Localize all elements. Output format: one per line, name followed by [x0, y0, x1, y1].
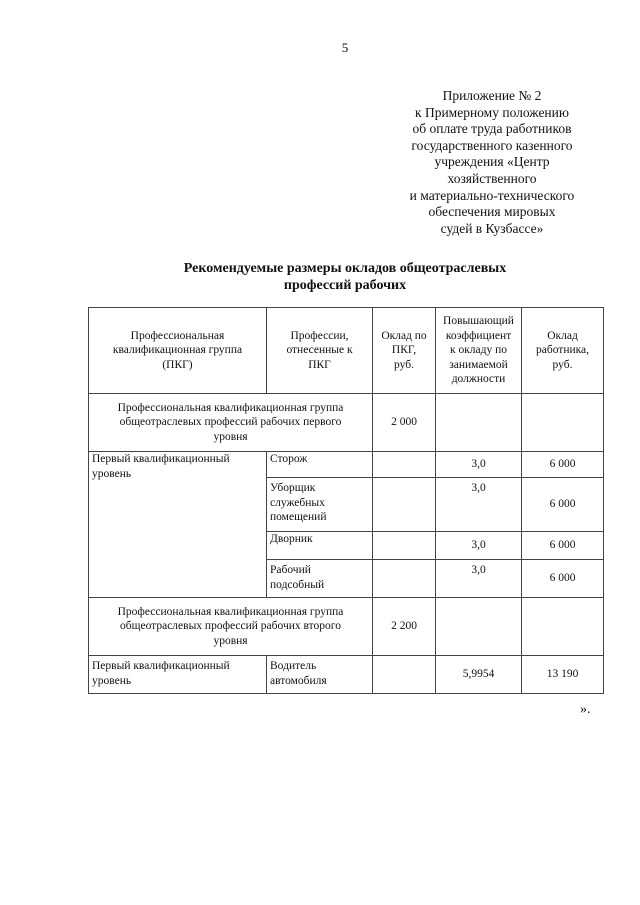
empty-cell [373, 532, 436, 560]
empty-cell [522, 394, 604, 452]
header-row [89, 308, 604, 394]
closing-quote: ». [580, 702, 591, 717]
group-name-text: уровня [213, 430, 248, 443]
profession-text: Рабочий [270, 564, 311, 576]
header-worker-salary [522, 308, 604, 394]
header-text: к окладу по [449, 344, 508, 357]
profession-cell [267, 478, 373, 532]
level-text: Первый квалификационный [92, 453, 230, 465]
group-row [89, 598, 604, 656]
header-text: занимаемой [449, 358, 508, 371]
title-line: Рекомендуемые размеры окладов общеотраслевых [183, 261, 507, 276]
group-salary-cell: 2 200 [373, 598, 436, 656]
profession-text: Уборщик [270, 482, 316, 494]
group-name-text: общеотраслевых профессий рабочих первого [119, 416, 342, 429]
empty-cell [436, 394, 522, 452]
group-row [89, 394, 604, 452]
appendix-header [392, 88, 592, 237]
coefficient-cell: 3,0 [436, 478, 522, 532]
empty-cell [522, 598, 604, 656]
appendix-line: к Примерному положению [415, 104, 569, 120]
profession-cell: Сторож [267, 452, 373, 478]
profession-text: подсобный [270, 578, 325, 591]
table-row [89, 656, 604, 694]
empty-cell [373, 560, 436, 598]
appendix-line: обеспечения мировых [428, 204, 556, 220]
profession-cell [267, 656, 373, 694]
worker-salary-cell: 6 000 [522, 478, 604, 532]
page-number: 5 [341, 40, 349, 55]
header-text: Профессии, [290, 329, 349, 342]
worker-salary-cell: 6 000 [522, 560, 604, 598]
header-text: коэффициент [445, 329, 512, 342]
header-text: Профессиональная [130, 329, 225, 342]
header-text: ПКГ, [391, 344, 417, 357]
appendix-line: и материально-технического [409, 187, 575, 203]
coefficient-cell: 3,0 [436, 560, 522, 598]
profession-text: Водитель [270, 660, 317, 672]
table-row [89, 452, 604, 478]
empty-cell [373, 452, 436, 478]
profession-cell: Дворник [267, 532, 373, 560]
level-cell [89, 656, 267, 694]
header-text: руб. [394, 358, 414, 371]
header-profession [267, 308, 373, 394]
appendix-line: Приложение № 2 [442, 88, 542, 103]
level-cell [89, 452, 267, 598]
document-title [150, 260, 540, 294]
appendix-line: судей в Кузбассе» [440, 220, 544, 236]
worker-salary-cell: 6 000 [522, 452, 604, 478]
header-text: ПКГ [308, 358, 331, 371]
group-salary-cell: 2 000 [373, 394, 436, 452]
level-text: уровень [92, 467, 132, 480]
empty-cell [373, 478, 436, 532]
group-name-text: Профессиональная квалификационная группа [117, 605, 344, 618]
header-text: Повышающий [443, 315, 514, 328]
level-text: уровень [92, 674, 132, 687]
header-text: руб. [552, 358, 573, 371]
coefficient-cell: 3,0 [436, 532, 522, 560]
appendix-line: хозяйственного [447, 170, 537, 186]
profession-text: автомобиля [270, 674, 327, 687]
group-name-cell [89, 394, 373, 452]
header-text: (ПКГ) [162, 358, 193, 371]
header-coefficient [436, 308, 522, 394]
level-text: Первый квалификационный [92, 660, 230, 672]
header-text: отнесенные к [286, 344, 353, 357]
empty-cell [373, 656, 436, 694]
header-group [89, 308, 267, 394]
group-name-text: Профессиональная квалификационная группа [117, 401, 344, 414]
worker-salary-cell: 13 190 [522, 656, 604, 694]
appendix-line: об оплате труда работников [412, 121, 572, 137]
profession-text: помещений [270, 511, 327, 523]
worker-salary-cell: 6 000 [522, 532, 604, 560]
header-text: Оклад [547, 329, 578, 342]
appendix-line: государственного казенного [411, 137, 573, 153]
appendix-line: учреждения «Центр [434, 154, 550, 170]
profession-text: служебных [270, 496, 325, 509]
group-name-text: общеотраслевых профессий рабочих второго [120, 620, 341, 633]
profession-cell [267, 560, 373, 598]
group-name-text: уровня [213, 634, 248, 647]
header-text: должности [451, 373, 506, 386]
coefficient-cell: 5,9954 [436, 656, 522, 694]
header-text: квалификационная группа [112, 344, 243, 357]
coefficient-cell: 3,0 [436, 452, 522, 478]
title-line: профессий рабочих [283, 278, 407, 293]
empty-cell [436, 598, 522, 656]
header-text: Оклад по [381, 329, 427, 342]
group-name-cell [89, 598, 373, 656]
header-salary [373, 308, 436, 394]
salary-table [88, 307, 604, 694]
header-text: работника, [535, 344, 590, 357]
